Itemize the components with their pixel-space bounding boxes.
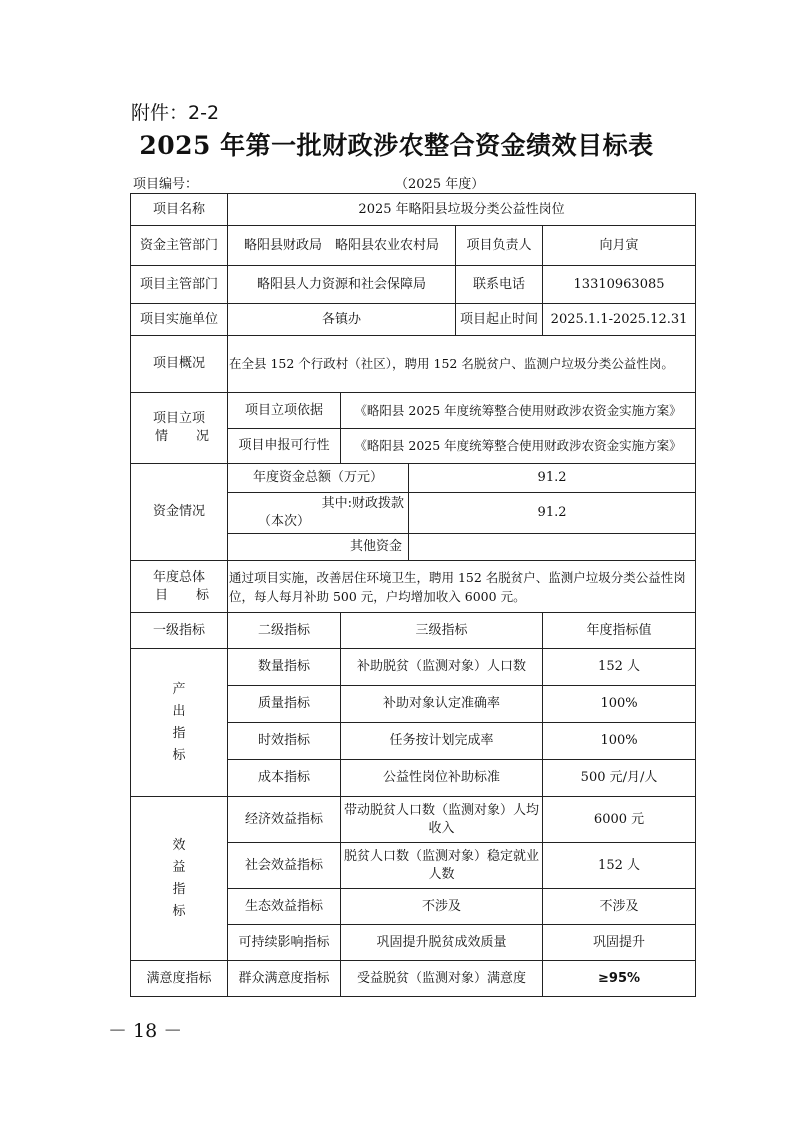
table-row [131, 797, 696, 843]
project-name-value: 2025 年略阳县垃圾分类公益性岗位 [228, 194, 696, 226]
total-label: 年度资金总额（万元） [228, 464, 409, 493]
row-overview [131, 336, 696, 393]
level2-cell: 经济效益指标 [228, 797, 341, 843]
goal-label-line1: 年度总体 [152, 569, 205, 585]
level3-cell: 补助对象认定准确率 [341, 686, 543, 723]
benefit-indicator-label: 效益指标 [131, 797, 228, 961]
level2-cell: 可持续影响指标 [228, 925, 341, 961]
level3-cell: 任务按计划完成率 [341, 723, 543, 760]
fiscal-label [228, 493, 409, 534]
level2-cell: 时效指标 [228, 723, 341, 760]
row-funds-total [131, 464, 696, 493]
level3-cell: 补助脱贫（监测对象）人口数 [341, 649, 543, 686]
overview-label: 项目概况 [131, 336, 228, 393]
feasibility-label: 项目申报可行性 [228, 429, 341, 464]
value-cell: 巩固提升 [543, 925, 696, 961]
performance-table [130, 193, 696, 997]
level3-cell: 巩固提升脱贫成效质量 [341, 925, 543, 961]
year-label: （2025 年度） [395, 177, 485, 192]
period-label: 项目起止时间 [456, 304, 543, 336]
proj-dept-label: 项目主管部门 [131, 266, 228, 304]
level3-cell: 脱贫人口数（监测对象）稳定就业人数 [341, 843, 543, 889]
value-cell: 152 人 [543, 843, 696, 889]
setup-label-line2 [135, 428, 223, 446]
project-name-label: 项目名称 [131, 194, 228, 226]
overview-value: 在全县 152 个行政村（社区），聘用 152 名脱贫户、监测户垃圾分类公益性岗。 [228, 336, 696, 393]
page-title: 2025 年第一批财政涉农整合资金绩效目标表 [139, 131, 654, 160]
value-cell: 不涉及 [543, 889, 696, 925]
project-code-label: 项目编号： [133, 177, 199, 192]
total-value: 91.2 [409, 464, 696, 493]
goal-label-char1: 目 [155, 587, 169, 603]
satisfaction-indicator-label: 满意度指标 [131, 961, 228, 997]
col-header-level2: 二级指标 [228, 613, 341, 649]
value-cell: 500 元/月/人 [543, 760, 696, 797]
level2-cell: 成本指标 [228, 760, 341, 797]
output-indicator-label: 产出指标 [131, 649, 228, 797]
level2-cell: 数量指标 [228, 649, 341, 686]
level2-cell: 社会效益指标 [228, 843, 341, 889]
goal-label [131, 561, 228, 613]
level3-cell: 带动脱贫人口数（监测对象）人均收入 [341, 797, 543, 843]
other-value [409, 534, 696, 561]
setup-label-line1: 项目立项 [152, 411, 205, 426]
col-header-level3: 三级指标 [341, 613, 543, 649]
row-impl [131, 304, 696, 336]
fund-dept-label: 资金主管部门 [131, 226, 228, 266]
period-value: 2025.1.1-2025.12.31 [543, 304, 696, 336]
basis-value: 《略阳县 2025 年度统筹整合使用财政涉农资金实施方案》 [341, 393, 696, 429]
goal-value: 通过项目实施，改善居住环境卫生，聘用 152 名脱贫户、监测户垃圾分类公益性岗位，每人每月补助 500 元，户均增加收入 6000 元。 [228, 561, 696, 613]
impl-value: 各镇办 [228, 304, 456, 336]
goal-label-char2: 标 [195, 587, 209, 603]
funds-label: 资金情况 [131, 464, 228, 561]
level3-cell: 受益脱贫（监测对象）满意度 [341, 961, 543, 997]
phone-value: 13310963085 [543, 266, 696, 304]
owner-value: 向月寅 [543, 226, 696, 266]
row-goal [131, 561, 696, 613]
attachment-label: 附件：2-2 [131, 102, 220, 124]
page-number: － 18 － [108, 1020, 183, 1042]
setup-label-char1: 情 [155, 429, 169, 444]
phone-label: 联系电话 [456, 266, 543, 304]
fiscal-label-line1: 其中:财政拨款 [321, 496, 404, 511]
other-label: 其他资金 [228, 534, 409, 561]
fiscal-label-line2: （本次） [258, 514, 311, 529]
row-proj-dept [131, 266, 696, 304]
feasibility-value: 《略阳县 2025 年度统筹整合使用财政涉农资金实施方案》 [341, 429, 696, 464]
table-row [131, 649, 696, 686]
row-fund-dept [131, 226, 696, 266]
value-cell: ≥95% [543, 961, 696, 997]
goal-label-line2 [135, 587, 223, 605]
fiscal-value: 91.2 [409, 493, 696, 534]
value-cell: 100% [543, 686, 696, 723]
owner-label: 项目负责人 [456, 226, 543, 266]
value-cell: 152 人 [543, 649, 696, 686]
level2-cell: 群众满意度指标 [228, 961, 341, 997]
value-cell: 100% [543, 723, 696, 760]
table-row [131, 961, 696, 997]
proj-dept-value: 略阳县人力资源和社会保障局 [228, 266, 456, 304]
setup-label-char2: 况 [195, 429, 209, 444]
col-header-value: 年度指标值 [543, 613, 696, 649]
basis-label: 项目立项依据 [228, 393, 341, 429]
fund-dept-value: 略阳县财政局 略阳县农业农村局 [228, 226, 456, 266]
impl-label: 项目实施单位 [131, 304, 228, 336]
level3-cell: 不涉及 [341, 889, 543, 925]
row-basis [131, 393, 696, 429]
setup-label [131, 393, 228, 464]
level2-cell: 质量指标 [228, 686, 341, 723]
level2-cell: 生态效益指标 [228, 889, 341, 925]
value-cell: 6000 元 [543, 797, 696, 843]
col-header-level1: 一级指标 [131, 613, 228, 649]
level3-cell: 公益性岗位补助标准 [341, 760, 543, 797]
row-indicator-header [131, 613, 696, 649]
row-project-name [131, 194, 696, 226]
